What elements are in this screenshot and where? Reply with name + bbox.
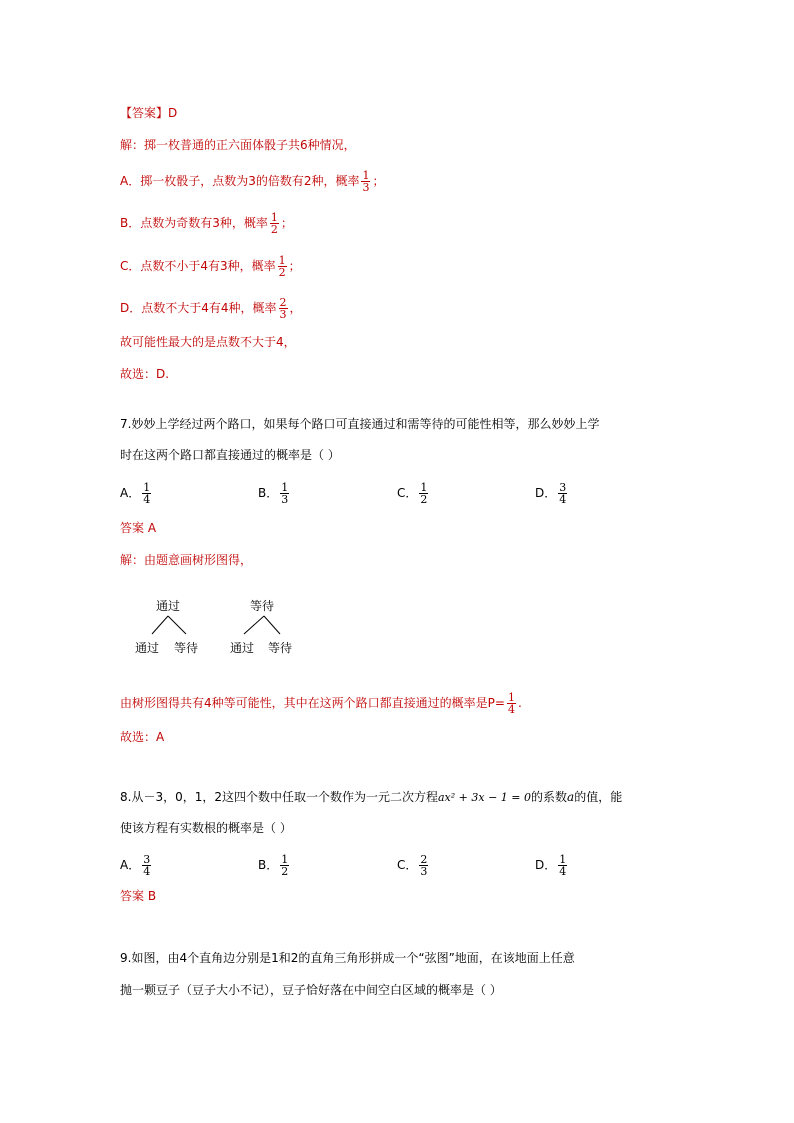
q7-option-d: D． $\frac{3}{4}$ bbox=[535, 481, 567, 506]
q6-line-c: C．点数不小于4有3种，概率 $\frac{1}{2}$ ； bbox=[120, 254, 301, 279]
tree-branch bbox=[264, 616, 280, 634]
q6-line-b: B．点数为奇数有3种，概率 $\frac{1}{2}$ ； bbox=[120, 211, 293, 236]
q7-option-a: A． $\frac{1}{4}$ bbox=[120, 481, 151, 506]
q9-stem-line2: 抛一颗豆子（豆子大小不记），豆子恰好落在中间空白区域的概率是（ ） bbox=[120, 983, 502, 997]
q6-conclusion: 故可能性最大的是点数不大于4， bbox=[120, 335, 296, 349]
q8-option-b: B． $\frac{1}{2}$ bbox=[258, 853, 289, 878]
q7-answer: 答案 A bbox=[120, 521, 157, 535]
q7-stem-line2: 时在这两个路口都直接通过的概率是（ ） bbox=[120, 448, 340, 462]
q8-option-c: C． $\frac{2}{3}$ bbox=[397, 853, 428, 878]
tree-branch bbox=[152, 616, 168, 634]
q8-answer: 答案 B bbox=[120, 889, 157, 903]
q7-option-b: B． $\frac{1}{3}$ bbox=[258, 481, 289, 506]
tree-root-2: 等待 bbox=[250, 599, 275, 613]
tree-leaf-2: 等待 bbox=[174, 641, 199, 655]
q6-line-d: D．点数不大于4有4种，概率 $\frac{2}{3}$ ， bbox=[120, 296, 302, 321]
q8-option-a: A． $\frac{3}{4}$ bbox=[120, 853, 151, 878]
q7-stem-line1: 7.妙妙上学经过两个路口，如果每个路口可直接通过和需等待的可能性相等，那么妙妙上学 bbox=[120, 417, 600, 431]
q8-stem-line1: 8.从－3，0，1，2这四个数中任取一个数作为一元二次方程ax² + 3x − 1 = 0的系数a的值，能 bbox=[120, 790, 623, 804]
q6-solution-intro: 解：掷一枚普通的正六面体骰子共6种情况， bbox=[120, 138, 356, 152]
q8-stem-line2: 使该方程有实数根的概率是（ ） bbox=[120, 821, 292, 835]
tree-leaf-4: 等待 bbox=[268, 641, 293, 655]
q7-result: 由树形图得共有4种等可能性，其中在这两个路口都直接通过的概率是P= $\frac{1}{4}$ . bbox=[120, 691, 522, 716]
q6-answer-label: 【答案】D bbox=[120, 106, 178, 120]
q9-stem-line1: 9.如图，由4个直角边分别是1和2的直角三角形拼成一个“弦图”地面，在该地面上任意 bbox=[120, 951, 575, 965]
q8-equation: ax² + 3x − 1 = 0 bbox=[438, 791, 532, 804]
tree-leaf-1: 通过 bbox=[135, 641, 160, 655]
tree-root-1: 通过 bbox=[156, 599, 181, 613]
tree-diagram bbox=[120, 590, 320, 660]
q6-line-a: A．掷一枚骰子，点数为3的倍数有2种，概率 $\frac{1}{3}$ ； bbox=[120, 169, 385, 194]
q7-option-c: C． $\frac{1}{2}$ bbox=[397, 481, 428, 506]
tree-branch bbox=[168, 616, 186, 634]
q8-option-d: D． $\frac{1}{4}$ bbox=[535, 853, 567, 878]
q8-coef: a bbox=[567, 790, 575, 804]
q6-choose: 故选：D. bbox=[120, 367, 170, 381]
q7-solution-intro: 解：由题意画树形图得， bbox=[120, 553, 253, 567]
tree-branch bbox=[244, 616, 264, 634]
tree-leaf-3: 通过 bbox=[230, 641, 255, 655]
q7-choose: 故选：A bbox=[120, 730, 165, 744]
